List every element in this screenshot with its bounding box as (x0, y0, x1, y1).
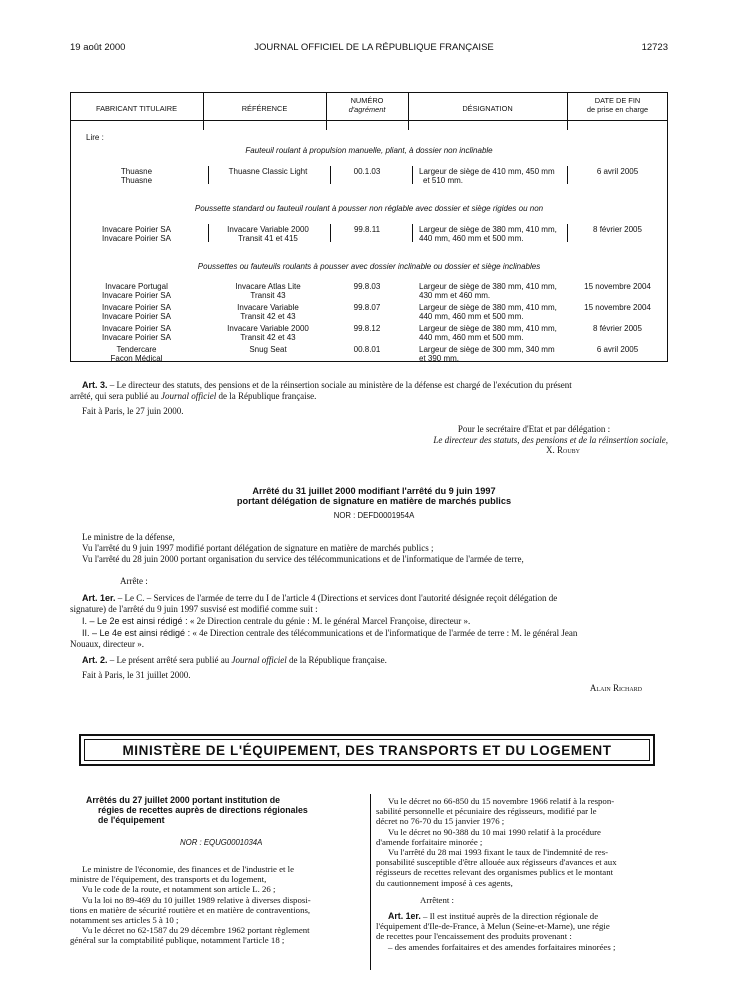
table-header-divider (70, 120, 668, 121)
arrete-title: Arrêté du 31 juillet 2000 modifiant l'arrêté du 9 juin 1997 portant délégation de signature en matière de marchés publics (236, 486, 512, 507)
cell-reference: Invacare Variable 2000 Transit 42 et 43 (227, 324, 309, 343)
cell-date: 15 novembre 2004 (584, 303, 651, 312)
signature-alain-richard: Alain Richard (589, 683, 642, 693)
cell-reference: Snug Seat (249, 345, 287, 354)
col-stub (326, 120, 327, 130)
cell-date: 15 novembre 2004 (584, 282, 651, 291)
cell-designation: Largeur de siège de 380 mm, 410 mm, 440 mm, 460 mm et 500 mm. (419, 303, 557, 322)
cell-fabricant: Invacare Portugal Invacare Poirier SA (102, 282, 171, 301)
th-numero: NUMÉRO d'agrément (348, 96, 386, 114)
paragraph: Vu l'arrêté du 9 juin 1997 modifié portant délégation de signature en matière de marchés publics ; (82, 543, 434, 553)
nor-reference: NOR : DEFD0001954A (333, 511, 415, 520)
item-ii-cont: Nouaux, directeur ». (70, 639, 144, 649)
header-page-number: 12723 (641, 42, 668, 53)
cell-reference: Invacare Variable 2000 Transit 41 et 415 (227, 225, 309, 244)
ministry-banner (79, 734, 655, 766)
cell-numero: 99.8.12 (353, 324, 381, 333)
cell-fabricant: Tendercare Facon Médical (110, 345, 163, 364)
cell-fabricant: Invacare Poirier SA Invacare Poirier SA (102, 324, 171, 343)
header-journal: JOURNAL OFFICIEL DE LA RÉPUBLIQUE FRANÇAISE (254, 42, 494, 53)
cell-numero: 99.8.07 (353, 303, 381, 312)
cell-designation: Largeur de siège de 410 mm, 450 mm et 510 mm. (419, 167, 555, 186)
fait-a-paris-2: Fait à Paris, le 31 juillet 2000. (82, 670, 191, 680)
section-title: Poussettes ou fauteuils roulants à pousser avec dossier inclinable ou dossier et siège inclinables (197, 262, 541, 271)
article-2: Art. 2. – Le présent arrêté sera publié au Journal officiel de la République française. (82, 655, 387, 665)
cell-designation: Largeur de siège de 380 mm, 410 mm, 440 mm, 460 mm et 500 mm. (419, 225, 557, 244)
cell-reference: Invacare Variable Transit 42 et 43 (237, 303, 299, 322)
col-stub (567, 120, 568, 130)
cell-reference: Invacare Atlas Lite Transit 43 (235, 282, 301, 301)
cell-numero: 00.1.03 (353, 167, 381, 176)
right-column: Vu le décret no 66-850 du 15 novembre 1966 relatif à la respon- sabilité personnelle et pécuniaire des régisseurs, modifié par le décret no 76-70 du 15 janvier 1976 ; Vu le décret no 90-388 du 10 mai 1990 relatif à la procédure d'amende forfaitaire minorée ; Vu l'arrêté du 28 mai 1993 fixant le taux de l'indemnité de res- ponsabilité susceptible d'être allouée aux régisseurs d'avances et aux régisseurs de recettes relevant des organismes publics et le montant du cautionnement imposé à ces agents, Arrêtent : Art. 1er. – Il est institué auprès de la direction régionale de l'équipement d'Ile-de-France, à Melun (Seine-et-Marne), une régie de recettes pour l'encaissement des produits provenant : – des amendes forfaitaires et des amendes forfaitaires minorées ; (376, 796, 617, 952)
cell-date: 6 avril 2005 (596, 345, 639, 354)
article-1: Art. 1er. – Le C. – Services de l'armée de terre du I de l'article 4 (Directions et services dont l'autorité désignée reçoit délégation de (82, 593, 558, 603)
paragraph: Le ministre de la défense, (82, 532, 175, 542)
header-date: 19 août 2000 (70, 42, 126, 53)
cell-numero: 99.8.11 (353, 225, 381, 234)
section-title: Poussette standard ou fauteuil roulant à pousser non réglable avec dossier et siège rigides ou non (194, 204, 544, 213)
signature-block-1: Pour le secrétaire d'Etat et par délégation : Le directeur des statuts, des pensions et de la réinsertion sociale, X. Rouby (433, 424, 668, 456)
th-date: DATE DE FIN de prise en charge (586, 96, 649, 114)
cell-designation: Largeur de siège de 380 mm, 410 mm, 440 mm, 460 mm et 500 mm. (419, 324, 557, 343)
cell-date: 8 février 2005 (593, 225, 642, 234)
item-ii: II. – Le 4e est ainsi rédigé : « 4e Direction centrale des télécommunications et de l'informatique de l'armée de terre : M. le général Jean (82, 628, 578, 638)
ministry-title: MINISTÈRE DE L'ÉQUIPEMENT, DES TRANSPORTS ET DU LOGEMENT (122, 742, 612, 758)
section-title: Fauteuil roulant à propulsion manuelle, pliant, à dossier non inclinable (245, 146, 493, 155)
th-reference: RÉFÉRENCE (241, 104, 288, 113)
cell-numero: 99.8.03 (353, 282, 381, 291)
col-stub (408, 120, 409, 130)
cell-fabricant: Invacare Poirier SA Invacare Poirier SA (102, 303, 171, 322)
article-1-cont: signature) de l'arrêté du 9 juin 1997 susvisé est modifié comme suit : (70, 604, 318, 614)
table-lire: Lire : (86, 133, 104, 142)
col-stub (203, 120, 204, 130)
article-3: Art. 3. – Le directeur des statuts, des pensions et de la réinsertion sociale au ministère de la défense est chargé de l'exécution du présent (82, 380, 572, 390)
cell-fabricant: Invacare Poirier SA Invacare Poirier SA (102, 225, 171, 244)
left-column: Le ministre de l'économie, des finances et de l'industrie et le ministre de l'équipement, des transports et du logement, Vu le code de la route, et notamment son article L. 26 ; Vu la loi no 89-469 du 10 juillet 1989 relative à diverses disposi- tions en matière de sécurité routière et en matière de contraventions, notamment ses articles 5 à 10 ; Vu le décret no 62-1587 du 29 décembre 1962 portant règlement général sur la comptabilité publique, notamment l'article 18 ; (70, 864, 311, 946)
cell-fabricant: Thuasne Thuasne (120, 167, 153, 186)
cell-designation: Largeur de siège de 380 mm, 410 mm, 430 mm et 460 mm. (419, 282, 557, 301)
fait-a-paris-1: Fait à Paris, le 27 juin 2000. (82, 406, 184, 416)
cell-reference: Thuasne Classic Light (228, 167, 308, 176)
row-tick (412, 224, 413, 242)
paragraph: Vu l'arrêté du 28 juin 2000 portant organisation du service des télécommunications et de l'informatique de l'armée de terre, (82, 554, 524, 564)
cell-designation: Largeur de siège de 300 mm, 340 mm et 390 mm. (419, 345, 555, 364)
cell-date: 6 avril 2005 (596, 167, 639, 176)
arrete-label: Arrête : (120, 576, 148, 586)
cell-numero: 00.8.01 (353, 345, 381, 354)
article-3-cont: arrêté, qui sera publié au Journal officiel de la République française. (70, 391, 317, 401)
row-tick (412, 166, 413, 184)
arrete-3-title: Arrêtés du 27 juillet 2000 portant institution de régies de recettes auprès de directions régionales de l'équipement (86, 795, 308, 825)
th-designation: DÉSIGNATION (462, 104, 513, 113)
column-divider (370, 794, 371, 970)
cell-date: 8 février 2005 (593, 324, 642, 333)
nor-reference-3: NOR : EQUG0001034A (180, 838, 263, 847)
th-fabricant: FABRICANT TITULAIRE (95, 104, 178, 113)
item-i: I. – Le 2e est ainsi rédigé : « 2e Direction centrale du génie : M. le général Marcel Françoise, directeur ». (82, 616, 471, 626)
